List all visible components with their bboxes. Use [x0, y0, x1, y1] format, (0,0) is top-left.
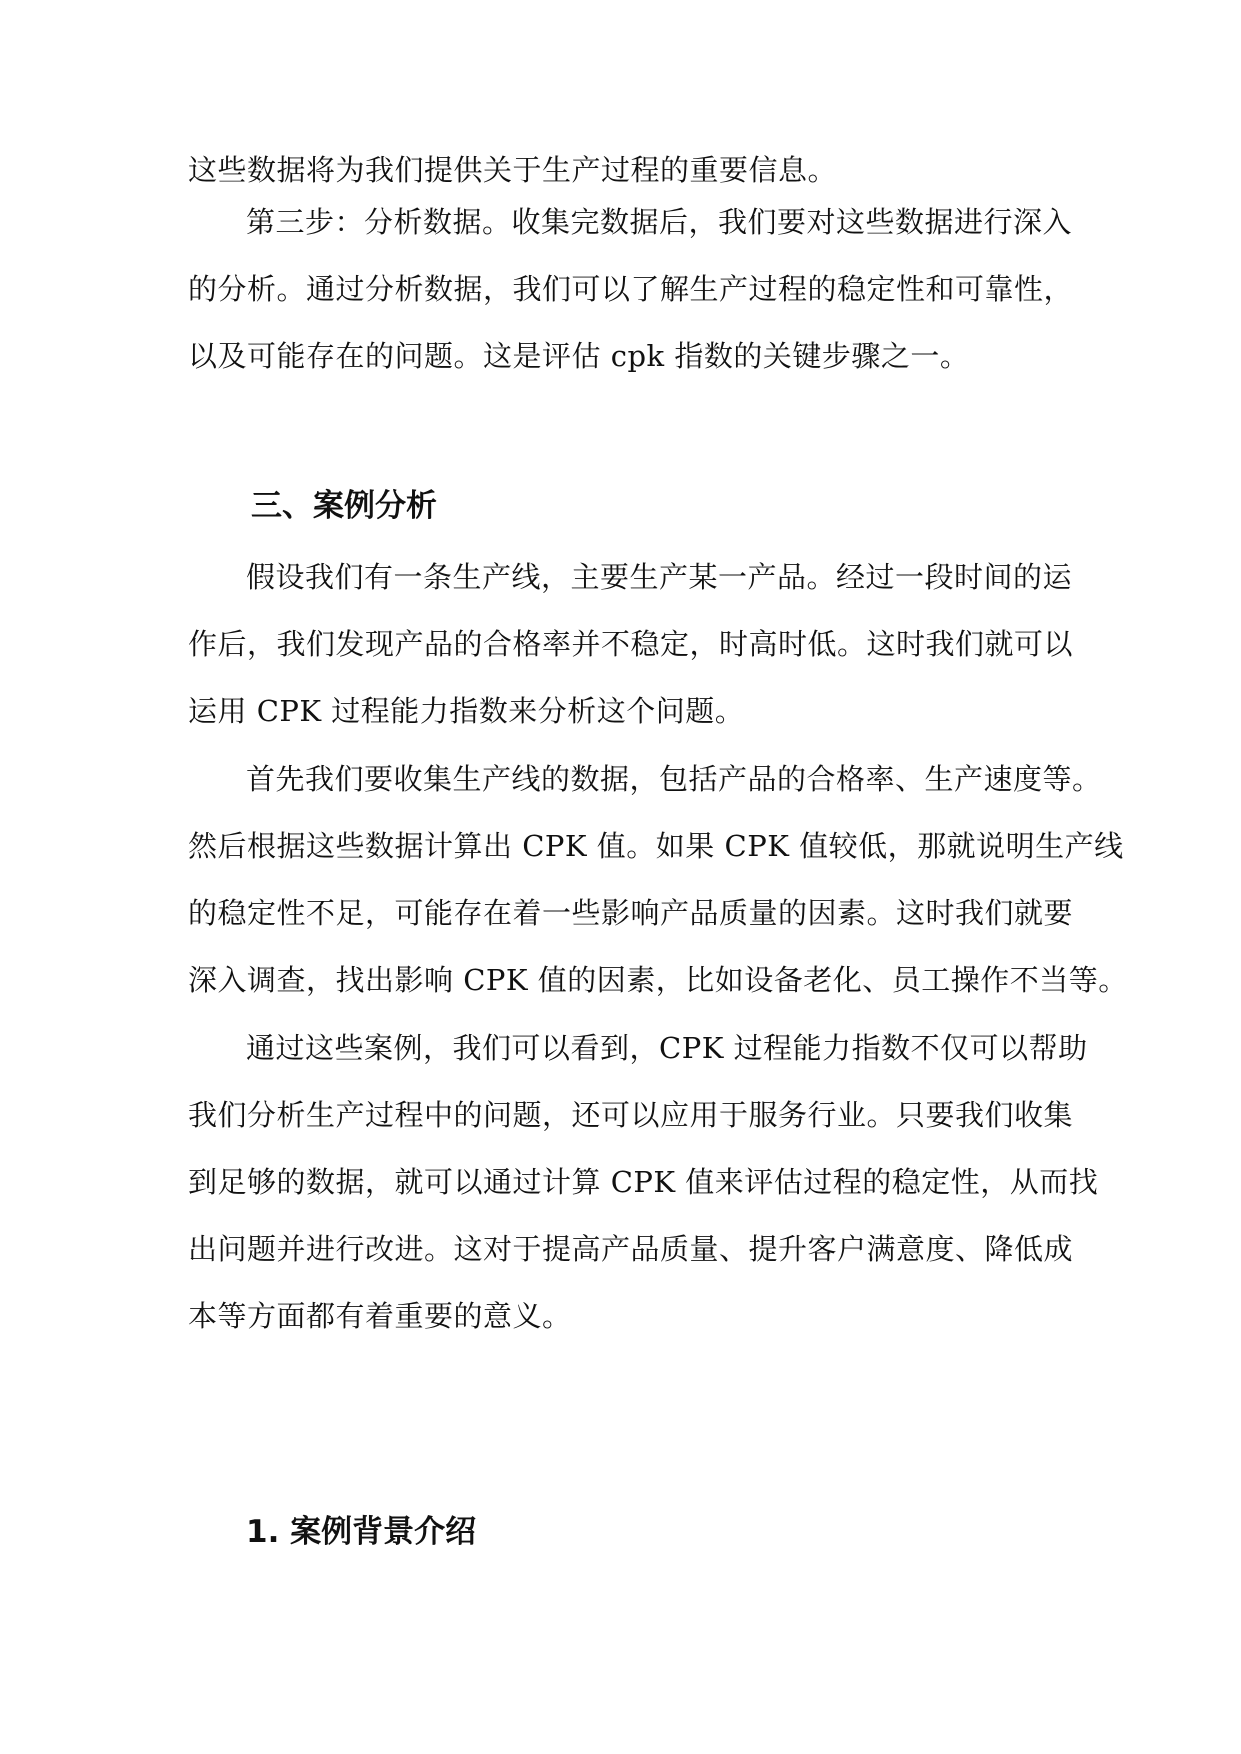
subsection-heading: 1. 案例背景介绍 [246, 1514, 477, 1550]
paragraph-line: 的分析。通过分析数据，我们可以了解生产过程的稳定性和可靠性， [188, 272, 1074, 306]
paragraph-line: 首先我们要收集生产线的数据，包括产品的合格率、生产速度等。 [246, 762, 1102, 796]
paragraph-line: 这些数据将为我们提供关于生产过程的重要信息。 [188, 153, 838, 187]
paragraph-line: 以及可能存在的问题。这是评估 cpk 指数的关键步骤之一。 [188, 339, 970, 373]
paragraph-line: 到足够的数据，就可以通过计算 CPK 值来评估过程的稳定性，从而找 [188, 1165, 1099, 1199]
paragraph-line: 然后根据这些数据计算出 CPK 值。如果 CPK 值较低，那就说明生产线 [188, 829, 1124, 863]
paragraph-line: 本等方面都有着重要的意义。 [188, 1299, 572, 1333]
paragraph-line: 出问题并进行改进。这对于提高产品质量、提升客户满意度、降低成 [188, 1232, 1074, 1266]
paragraph-line: 运用 CPK 过程能力指数来分析这个问题。 [188, 694, 745, 728]
paragraph-line: 深入调查，找出影响 CPK 值的因素，比如设备老化、员工操作不当等。 [188, 963, 1128, 997]
paragraph-line: 我们分析生产过程中的问题，还可以应用于服务行业。只要我们收集 [188, 1098, 1074, 1132]
paragraph-line: 的稳定性不足，可能存在着一些影响产品质量的因素。这时我们就要 [188, 896, 1074, 930]
paragraph-line: 第三步：分析数据。收集完数据后，我们要对这些数据进行深入 [246, 205, 1073, 239]
section-heading: 三、案例分析 [251, 488, 437, 524]
paragraph-line: 作后，我们发现产品的合格率并不稳定，时高时低。这时我们就可以 [188, 627, 1074, 661]
paragraph-line: 通过这些案例，我们可以看到，CPK 过程能力指数不仅可以帮助 [246, 1031, 1088, 1065]
paragraph-line: 假设我们有一条生产线，主要生产某一产品。经过一段时间的运 [246, 560, 1073, 594]
